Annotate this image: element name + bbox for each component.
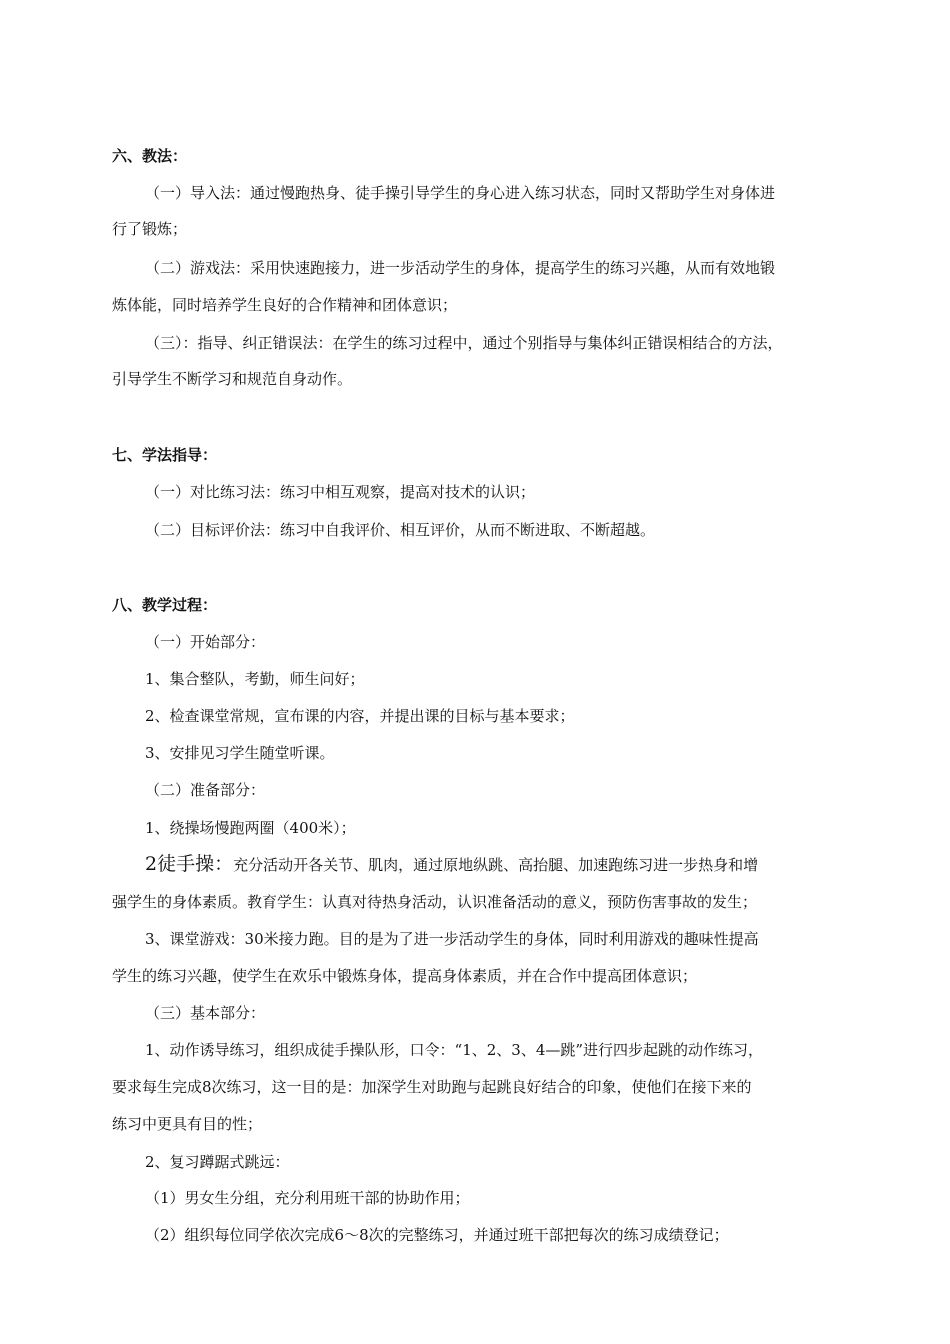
part3-item2-sub2: （2）组织每位同学依次完成6～8次的完整练习，并通过班干部把每次的练习成绩登记； (145, 1226, 729, 1244)
part2-item3-line2: 学生的练习兴趣，使学生在欢乐中锻炼身体，提高身体素质，并在合作中提高团体意识； (112, 967, 698, 985)
section-six-p2-line1: （二）游戏法：采用快速跑接力，进一步活动学生的身体，提高学生的练习兴趣，从而有效地锻 (145, 259, 776, 277)
part2-item3-line1: 3、课堂游戏：30米接力跑。目的是为了进一步活动学生的身体，同时利用游戏的趣味性提高 (145, 930, 759, 948)
section-seven-title: 七、学法指导： (112, 446, 218, 464)
section-seven-p2: （二）目标评价法：练习中自我评价、相互评价，从而不断进取、不断超越。 (145, 521, 656, 539)
section-six-p3-line1: （三）：指导、纠正错误法：在学生的练习过程中，通过个别指导与集体纠正错误相结合的方法， (145, 334, 783, 352)
section-six-p3-line2: 引导学生不断学习和规范自身动作。 (112, 370, 353, 388)
part3-item1-line2: 要求每生完成8次练习，这一目的是：加深学生对助跑与起跳良好结合的印象，使他们在接下来的 (112, 1078, 752, 1096)
section-six-p1-line1: （一）导入法：通过慢跑热身、徒手操引导学生的身心进入练习状态，同时又帮助学生对身体进 (145, 184, 776, 202)
part1-item2: 2、检查课堂常规，宣布课的内容，并提出课的目标与基本要求； (145, 707, 575, 725)
part3-heading: （三）基本部分： (145, 1004, 266, 1022)
part3-item2: 2、复习蹲踞式跳远： (145, 1153, 290, 1171)
part3-item1-line1: 1、动作诱导练习，组织成徒手操队形，口令：“1、2、3、4—跳”进行四步起跳的动作练习， (145, 1041, 764, 1059)
part3-item1-line3: 练习中更具有目的性； (112, 1115, 263, 1133)
section-seven-p1: （一）对比练习法：练习中相互观察，提高对技术的认识； (145, 483, 536, 501)
part2-item2-line2: 强学生的身体素质。教育学生：认真对待热身活动，认识准备活动的意义，预防伤害事故的发生； (112, 893, 758, 911)
part3-item2-sub1: （1）男女生分组，充分利用班干部的协助作用； (145, 1189, 470, 1207)
part2-item2-text: 充分活动开各关节、肌肉，通过原地纵跳、高抬腿、加速跑练习进一步热身和增 (233, 856, 759, 874)
section-six-p2-line2: 炼体能，同时培养学生良好的合作精神和团体意识； (112, 296, 458, 314)
part1-heading: （一）开始部分： (145, 633, 266, 651)
section-six-p1-line2: 行了锻炼； (112, 220, 188, 238)
section-eight-title: 八、教学过程： (112, 596, 218, 614)
part1-item3: 3、安排见习学生随堂听课。 (145, 744, 335, 762)
part1-item1: 1、集合整队，考勤，师生问好； (145, 670, 365, 688)
part2-heading: （二）准备部分： (145, 781, 266, 799)
part2-item1: 1、绕操场慢跑两圈（400米）； (145, 819, 356, 837)
section-six-title: 六、教法： (112, 147, 188, 165)
part2-item2-lead: 2徒手操： (145, 853, 234, 875)
part2-item2-line1 (145, 854, 758, 875)
